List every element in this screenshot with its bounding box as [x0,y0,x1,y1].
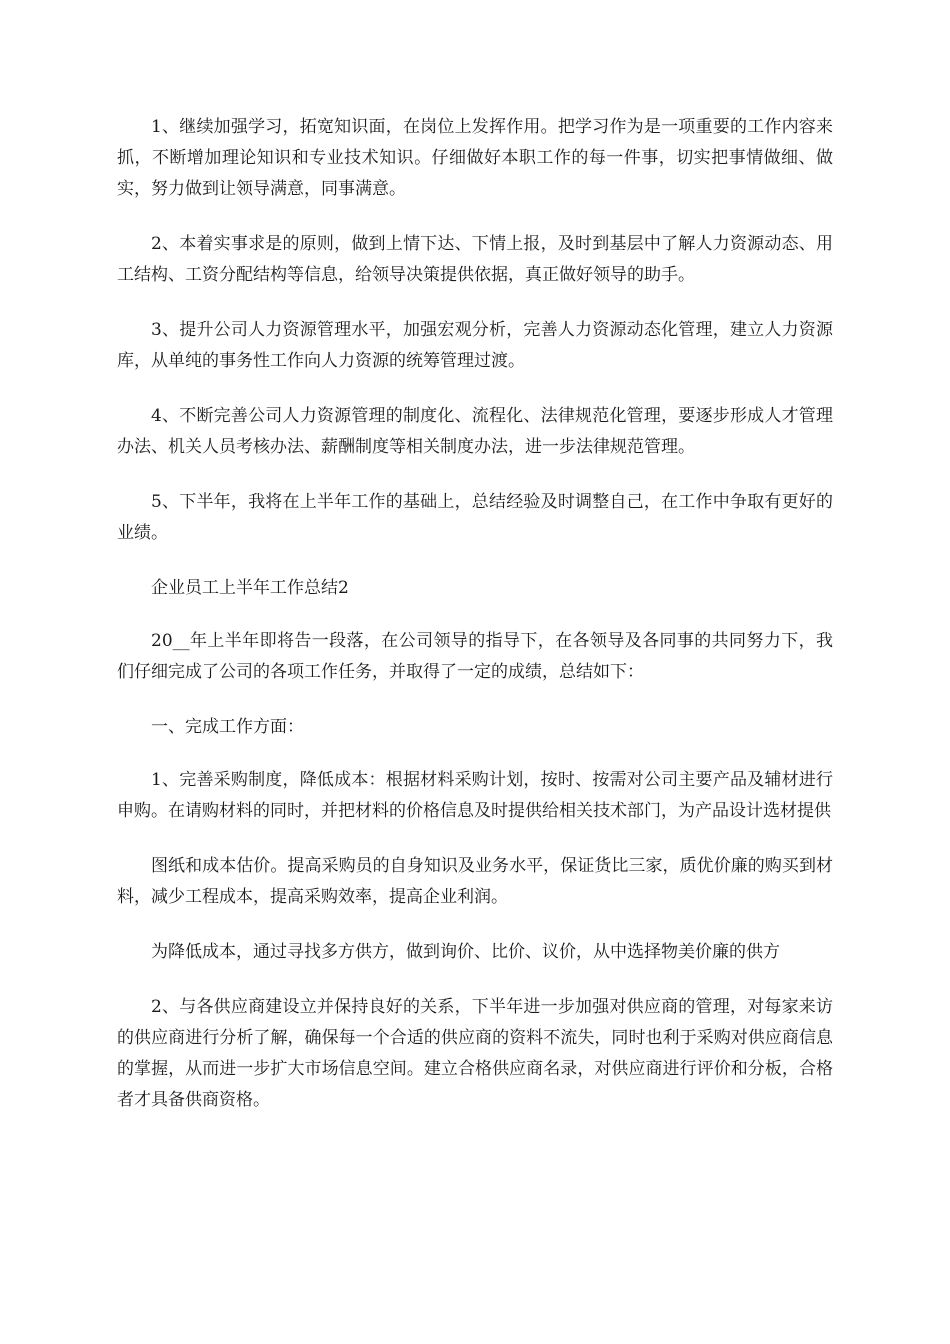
procurement-paragraph-1: 1、完善采购制度，降低成本：根据材料采购计划，按时、按需对公司主要产品及辅材进行申购。在请购材料的同时，并把材料的价格信息及时提供给相关技术部门，为产品设计选材提供 [117,770,833,821]
paragraph-item-5: 5、下半年，我将在上半年工作的基础上，总结经验及时调整自己，在工作中争取有更好的业绩。 [117,492,833,543]
paragraph-item-4: 4、不断完善公司人力资源管理的制度化、流程化、法律规范化管理，要逐步形成人才管理办法、机关人员考核办法、薪酬制度等相关制度办法，进一步法律规范管理。 [117,406,833,457]
procurement-paragraph-2: 图纸和成本估价。提高采购员的自身知识及业务水平，保证货比三家，质优价廉的购买到材料，减少工程成本，提高采购效率，提高企业利润。 [117,856,833,907]
section-title: 企业员工上半年工作总结2 [151,578,349,598]
supplier-paragraph: 2、与各供应商建设立并保持良好的关系，下半年进一步加强对供应商的管理，对每家来访的供应商进行分析了解，确保每一个合适的供应商的资料不流失，同时也利于采购对供应商信息的掌握，从而进一步扩大市场信息空间。建立合格供应商名录，对供应商进行评价和分板，合格者才具备供商资格。 [117,997,833,1110]
document-body [117,112,833,1140]
procurement-paragraph-3: 为降低成本，通过寻找多方供方，做到询价、比价、议价，从中选择物美价廉的供方 [151,942,780,962]
subsection-heading: 一、完成工作方面： [151,717,304,737]
intro-paragraph: 20__年上半年即将告一段落，在公司领导的指导下，在各领导及各同事的共同努力下，我们仔细完成了公司的各项工作任务，并取得了一定的成绩，总结如下： [117,631,833,682]
paragraph-item-1: 1、继续加强学习，拓宽知识面，在岗位上发挥作用。把学习作为是一项重要的工作内容来抓，不断增加理论知识和专业技术知识。仔细做好本职工作的每一件事，切实把事情做细、做实，努力做到让领导满意，同事满意。 [117,117,833,199]
paragraph-item-3: 3、提升公司人力资源管理水平，加强宏观分析，完善人力资源动态化管理，建立人力资源库，从单纯的事务性工作向人力资源的统筹管理过渡。 [117,320,833,371]
paragraph-item-2: 2、本着实事求是的原则，做到上情下达、下情上报，及时到基层中了解人力资源动态、用工结构、工资分配结构等信息，给领导决策提供依据，真正做好领导的助手。 [117,234,833,285]
